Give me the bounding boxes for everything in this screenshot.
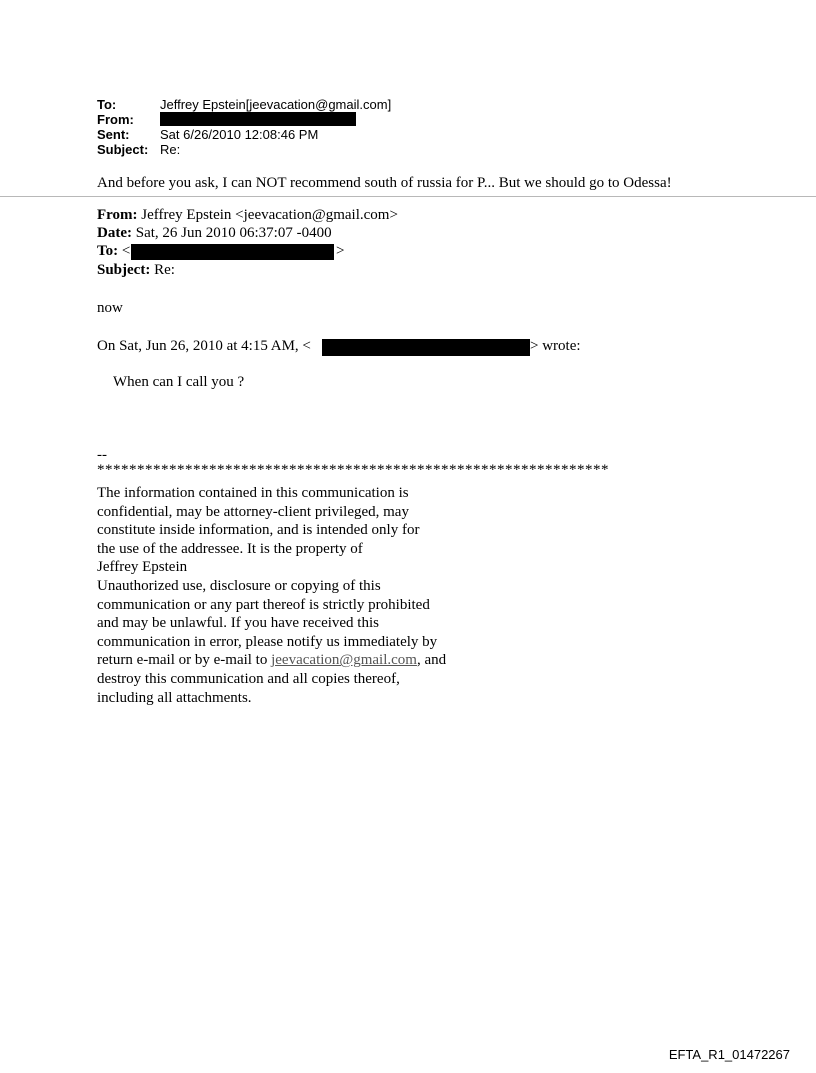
disclaimer-line: confidential, may be attorney-client privileged, may	[97, 503, 409, 520]
quoted-date-row	[97, 224, 332, 242]
disclaimer-line: Jeffrey Epstein	[97, 559, 188, 576]
header-sent-label: Sent:	[97, 127, 130, 142]
header-to-value: Jeffrey Epstein[jeevacation@gmail.com]	[160, 97, 392, 112]
inner-message: When can I call you ?	[113, 374, 245, 390]
header-subject-label: Subject:	[97, 142, 149, 157]
return-suffix: , and	[416, 652, 447, 669]
body-message: And before you ask, I can NOT recommend south of russia for P... But we should go to Odessa!	[97, 175, 672, 191]
quoted-date-value: Sat, 26 Jun 2010 06:37:07 -0400	[135, 225, 332, 241]
return-prefix: return e-mail or by e-mail to	[97, 652, 272, 669]
disclaimer-line: communication in error, please notify us immediately by	[97, 633, 438, 650]
attribution-prefix: On Sat, Jun 26, 2010 at 4:15 AM, <	[97, 338, 311, 354]
header-subject-value: Re:	[160, 142, 181, 157]
disclaimer-line: the use of the addressee. It is the property of	[97, 540, 363, 557]
disclaimer-line: destroy this communication and all copies thereof,	[97, 670, 400, 687]
redaction-bar	[322, 339, 530, 356]
quoted-to-close: >	[336, 243, 345, 259]
redaction-bar	[160, 112, 356, 126]
disclaimer-line: and may be unlawful. If you have received this	[97, 615, 379, 632]
header-from-label: From:	[97, 112, 134, 127]
disclaimer-line: Unauthorized use, disclosure or copying of this	[97, 577, 381, 594]
quoted-date-label: Date:	[97, 225, 132, 241]
attribution-suffix: > wrote:	[530, 338, 581, 354]
disclaimer-line: constitute inside information, and is intended only for	[97, 522, 420, 539]
quoted-to-row	[97, 242, 130, 260]
signature-dashes: --	[97, 447, 107, 463]
disclaimer-line: The information contained in this communication is	[97, 485, 409, 501]
disclaimer-line: including all attachments.	[97, 689, 252, 706]
quoted-to-open: <	[121, 243, 131, 259]
divider	[0, 196, 816, 197]
signature-stars: ****************************************************************	[97, 462, 609, 478]
document-id: EFTA_R1_01472267	[668, 1047, 790, 1062]
quoted-message: now	[97, 300, 123, 316]
disclaimer	[97, 484, 446, 707]
disclaimer-line: communication or any part thereof is strictly prohibited	[97, 596, 430, 613]
quoted-from-row	[97, 206, 398, 224]
quoted-subject-value: Re:	[154, 262, 175, 278]
quoted-from-value: Jeffrey Epstein <jeevacation@gmail.com>	[141, 207, 398, 223]
quoted-subject-label: Subject:	[97, 262, 151, 278]
disclaimer-return-line	[97, 651, 446, 670]
quoted-to-label: To:	[97, 243, 119, 259]
quoted-subject-row	[97, 261, 175, 279]
redaction-bar	[131, 244, 334, 260]
header-sent-value: Sat 6/26/2010 12:08:46 PM	[160, 127, 319, 142]
email-link[interactable]: jeevacation@gmail.com	[271, 652, 417, 669]
header-to-label: To:	[97, 97, 117, 112]
quoted-from-label: From:	[97, 207, 138, 223]
